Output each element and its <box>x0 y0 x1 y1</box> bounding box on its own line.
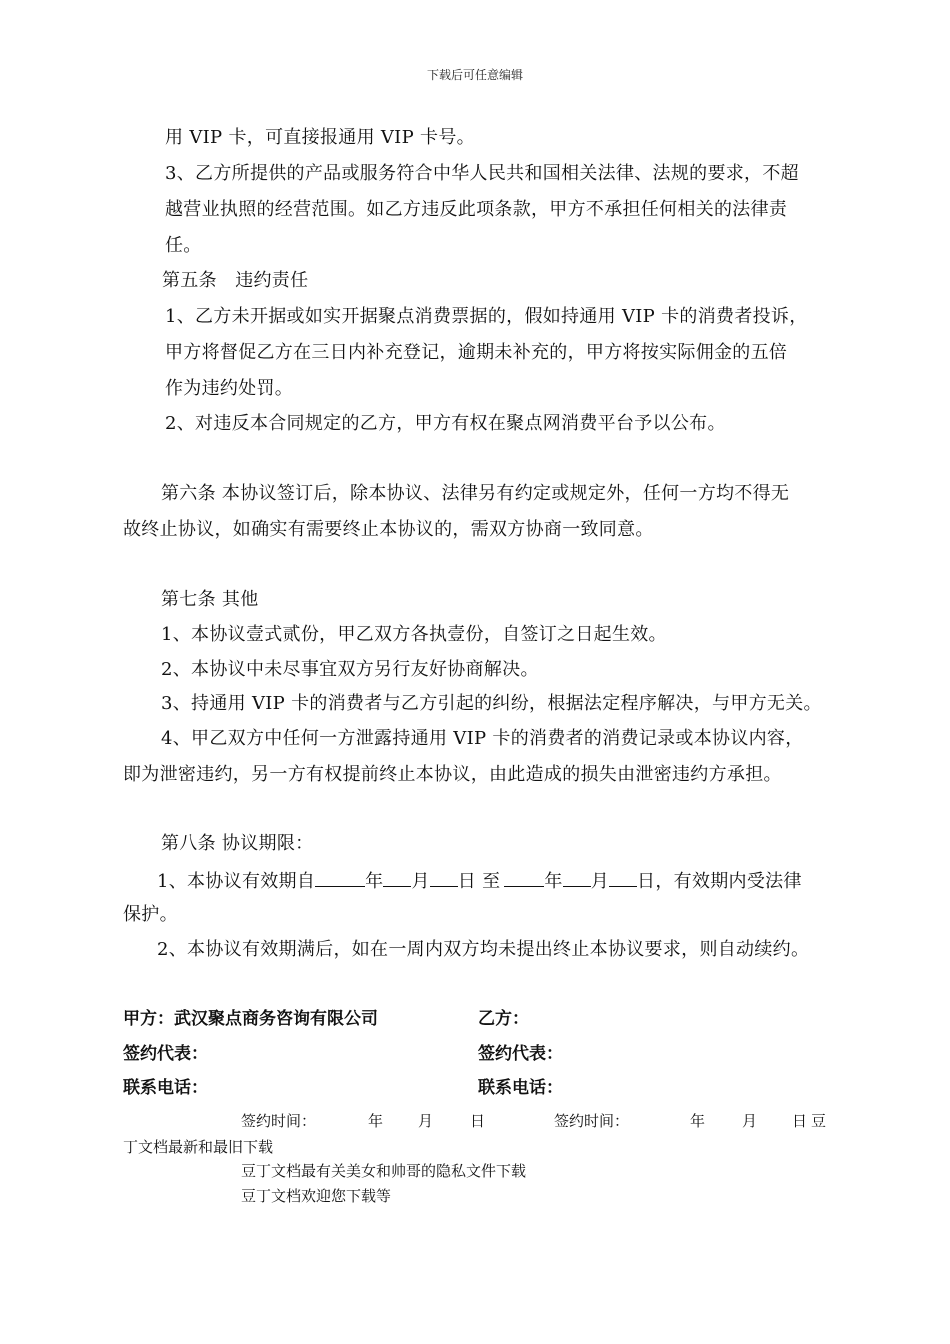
body-line: 1、乙方未开据或如实开据聚点消费票据的，假如持通用 VIP 卡的消费者投诉， <box>165 306 808 327</box>
body-line: 甲方将督促乙方在三日内补充登记，逾期未补充的，甲方将按实际佣金的五倍 <box>165 342 788 363</box>
day-label: 日 <box>457 871 477 892</box>
rep-b: 签约代表： <box>478 1044 563 1064</box>
body-line: 越营业执照的经营范围。如乙方违反此项条款，甲方不承担任何相关的法律责 <box>165 199 788 220</box>
article-7-title: 第七条 其他 <box>161 589 259 610</box>
month-blank <box>563 868 591 887</box>
year-label: 年 <box>365 871 384 892</box>
body-line: 保护。 <box>123 904 178 925</box>
year-blank <box>504 868 544 887</box>
day-label: 日 <box>637 871 656 892</box>
term-prefix: 1、本协议有效期自 <box>157 871 316 892</box>
page-header: 下载后可任意编辑 <box>426 68 523 82</box>
body-line: 2、本协议有效期满后，如在一周内双方均未提出终止本协议要求，则自动续约。 <box>157 939 810 960</box>
month-label: 月 <box>590 871 610 892</box>
year-blank <box>315 868 365 887</box>
party-b: 乙方： <box>478 1009 529 1029</box>
sign-time-a: 签约时间： <box>241 1112 317 1130</box>
sign-year-a: 年 <box>368 1112 384 1130</box>
sign-day-b: 日 <box>792 1112 808 1130</box>
year-label: 年 <box>544 871 563 892</box>
article-5-title: 第五条 违约责任 <box>162 270 309 291</box>
footer-line: 丁文档最新和最旧下载 <box>123 1138 274 1156</box>
month-label: 月 <box>411 871 430 892</box>
phone-b: 联系电话： <box>478 1078 563 1098</box>
body-line: 3、乙方所提供的产品或服务符合中华人民共和国相关法律、法规的要求，不超 <box>165 163 799 184</box>
day-blank <box>609 868 637 887</box>
term-line <box>157 868 802 893</box>
sign-month-a: 月 <box>418 1112 434 1130</box>
body-line: 任。 <box>165 235 202 256</box>
footer-tail: 豆 <box>811 1112 827 1130</box>
sign-time-b: 签约时间： <box>554 1112 630 1130</box>
to-label: 至 <box>476 871 501 892</box>
body-line: 4、甲乙双方中任何一方泄露持通用 VIP 卡的消费者的消费记录或本协议内容， <box>161 728 804 749</box>
body-line: 2、本协议中未尽事宜双方另行友好协商解决。 <box>161 659 539 680</box>
body-line: 用 VIP 卡，可直接报通用 VIP 卡号。 <box>165 127 475 148</box>
article-6-line: 故终止协议，如确实有需要终止本协议的，需双方协商一致同意。 <box>123 519 654 540</box>
footer-line: 豆丁文档最有关美女和帅哥的隐私文件下载 <box>241 1162 527 1180</box>
phone-a: 联系电话： <box>123 1078 208 1098</box>
body-line: 1、本协议壹式贰份，甲乙双方各执壹份，自签订之日起生效。 <box>161 624 667 645</box>
body-line: 即为泄密违约，另一方有权提前终止本协议，由此造成的损失由泄密违约方承担。 <box>123 764 782 785</box>
body-line: 作为违约处罚。 <box>165 378 294 399</box>
day-blank <box>430 868 458 887</box>
party-a: 甲方：武汉聚点商务咨询有限公司 <box>123 1009 378 1029</box>
month-blank <box>383 868 411 887</box>
article-8-title: 第八条 协议期限： <box>161 833 314 854</box>
sign-day-a: 日 <box>470 1112 486 1130</box>
rep-a: 签约代表： <box>123 1044 208 1064</box>
sign-year-b: 年 <box>690 1112 706 1130</box>
body-line: 2、对违反本合同规定的乙方，甲方有权在聚点网消费平台予以公布。 <box>165 413 726 434</box>
footer-line: 豆丁文档欢迎您下载等 <box>241 1187 392 1205</box>
sign-month-b: 月 <box>742 1112 758 1130</box>
article-6-line: 第六条 本协议签订后，除本协议、法律另有约定或规定外，任何一方均不得无 <box>161 483 790 504</box>
body-line: 3、持通用 VIP 卡的消费者与乙方引起的纠纷，根据法定程序解决，与甲方无关。 <box>161 693 822 714</box>
term-suffix: ，有效期内受法律 <box>655 871 802 892</box>
